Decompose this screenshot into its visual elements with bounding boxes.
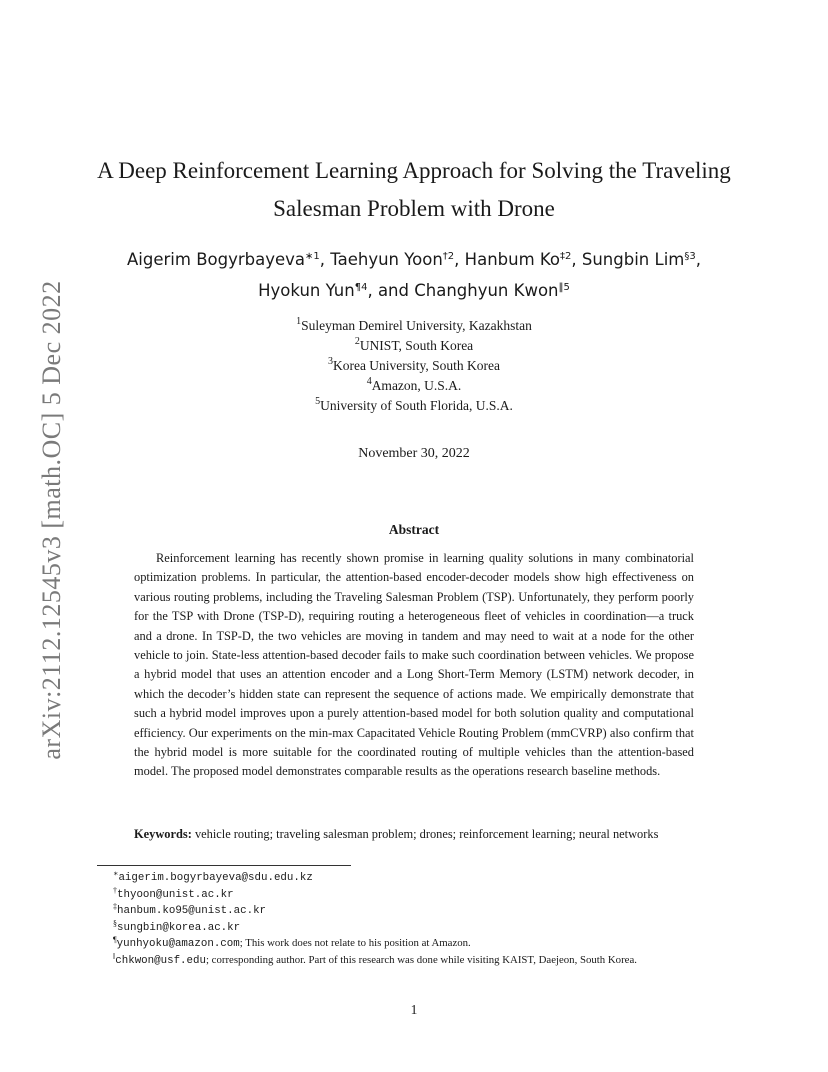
footnote — [97, 953, 735, 970]
author-name: and Changhyun Kwon — [377, 281, 559, 300]
author-name: Sungbin Lim — [581, 250, 685, 269]
author-mark: ∗1 — [305, 251, 320, 262]
author-name: Hanbum Ko — [464, 250, 560, 269]
affiliation-number: 5 — [315, 396, 321, 407]
author-name: Taehyun Yoon — [330, 250, 443, 269]
footnote — [97, 887, 735, 904]
affiliation — [80, 316, 748, 336]
author-line-1: Aigerim Bogyrbayeva$^{∗1}$, Taehyun Yoon$^{\dagger 2}$, Hanbum Ko$^{\ddagger 2}$, Sungbin Lim$^{\S 3}$, — [127, 250, 701, 269]
abstract-heading: Abstract — [388, 522, 440, 537]
footnote-mark: † — [113, 885, 117, 895]
author-mark: ‖5 — [558, 282, 570, 293]
footnote-email[interactable]: thyoon@unist.ac.kr — [117, 888, 234, 901]
affiliation-text: Korea University, South Korea — [332, 358, 501, 373]
affiliation-number: 2 — [354, 336, 360, 347]
abstract-body — [134, 549, 694, 782]
footnote — [97, 870, 735, 887]
footnote-mark: ‡ — [113, 902, 117, 912]
footnotes — [97, 870, 735, 970]
affiliation-text: Suleyman Demirel University, Kazakhstan — [301, 318, 532, 333]
affiliation — [80, 396, 748, 416]
affiliation — [80, 376, 748, 396]
author-line-2: Hyokun Yun$^{\P 4}$, and Changhyun Kwon$^{‖5}$ — [258, 281, 570, 300]
footnote-mark: § — [113, 918, 117, 928]
author-list — [80, 244, 748, 306]
affiliation-text: Amazon, U.S.A. — [371, 378, 462, 393]
affiliation-number: 4 — [366, 376, 372, 387]
paper-title — [80, 152, 748, 228]
affiliation-text: UNIST, South Korea — [359, 338, 474, 353]
footnote-rule — [97, 865, 351, 866]
affiliation-number: 1 — [296, 316, 302, 327]
footnote-email[interactable]: yunhyoku@amazon.com — [116, 938, 240, 951]
author-mark: †2 — [442, 251, 455, 262]
footnote-email[interactable]: chkwon@usf.edu — [115, 954, 206, 967]
affiliation-number: 3 — [327, 356, 333, 367]
keywords-text: vehicle routing; traveling salesman problem; drones; reinforcement learning; neural networks — [194, 827, 659, 841]
footnote-email[interactable]: hanbum.ko95@unist.ac.kr — [117, 905, 267, 918]
footnote-mark: ¶ — [113, 935, 117, 945]
footnote — [97, 920, 735, 937]
abstract-text: Reinforcement learning has recently shown promise in learning quality solutions in many combinatorial optimization problems. In particular, the attention-based encoder-decoder models show high effectiveness on various routing problems, including the Traveling Salesman Problem (TSP). Unfortunately, they perform poorly for the TSP with Drone (TSP-D), requiring routing a heterogeneous fleet of vehicles in coordination—a truck and a drone. In TSP-D, the two vehicles are moving in tandem and may need to wait at a node for the other vehicle to join. State-less attention-based decoder fails to make such coordination between vehicles. We propose a hybrid model that uses an attention encoder and a Long Short-Term Memory (LSTM) network decoder, in which the decoder’s hidden state can represent the sequence of actions made. We empirically demonstrate that such a hybrid model improves upon a purely attention-based model for both solution quality and computational efficiency. Our experiments on the min-max Capacitated Vehicle Routing Problem (mmCVRP) also confirm that the hybrid model is more suitable for the coordinated routing of multiple vehicles than the attention-based model. The proposed model demonstrates comparable results as the operations research baseline methods. — [134, 551, 694, 779]
affiliation — [80, 356, 748, 376]
footnote-note: ; corresponding author. Part of this research was done while visiting KAIST, Daejeon, South Korea. — [205, 953, 637, 966]
arxiv-stamp: arXiv:2112.12545v3 [math.OC] 5 Dec 2022 — [37, 280, 66, 760]
publication-date: November 30, 2022 — [358, 446, 470, 461]
footnote — [97, 903, 735, 920]
footnote-mark: ∗ — [113, 869, 119, 878]
footnote-email[interactable]: sungbin@korea.ac.kr — [117, 921, 241, 934]
footnote — [97, 936, 735, 953]
page-number: 1 — [410, 1002, 418, 1017]
footnote-email[interactable]: aigerim.bogyrbayeva@sdu.edu.kz — [118, 872, 313, 884]
author-name: Hyokun Yun — [258, 281, 355, 300]
keywords-label: Keywords: — [134, 827, 192, 841]
title-line-1: A Deep Reinforcement Learning Approach for Solving the Traveling — [97, 158, 731, 183]
affiliation-list — [80, 316, 748, 416]
title-line-2: Salesman Problem with Drone — [273, 196, 555, 221]
affiliation — [80, 336, 748, 356]
affiliation-text: University of South Florida, U.S.A. — [320, 398, 513, 413]
author-mark: ‡2 — [560, 251, 572, 262]
author-mark: ¶4 — [354, 282, 368, 293]
footnote-note: ; This work does not relate to his position at Amazon. — [239, 937, 471, 950]
keywords — [134, 825, 694, 844]
footnote-mark: ‖ — [113, 951, 116, 961]
author-mark: §3 — [684, 251, 696, 262]
author-name: Aigerim Bogyrbayeva — [127, 250, 306, 269]
